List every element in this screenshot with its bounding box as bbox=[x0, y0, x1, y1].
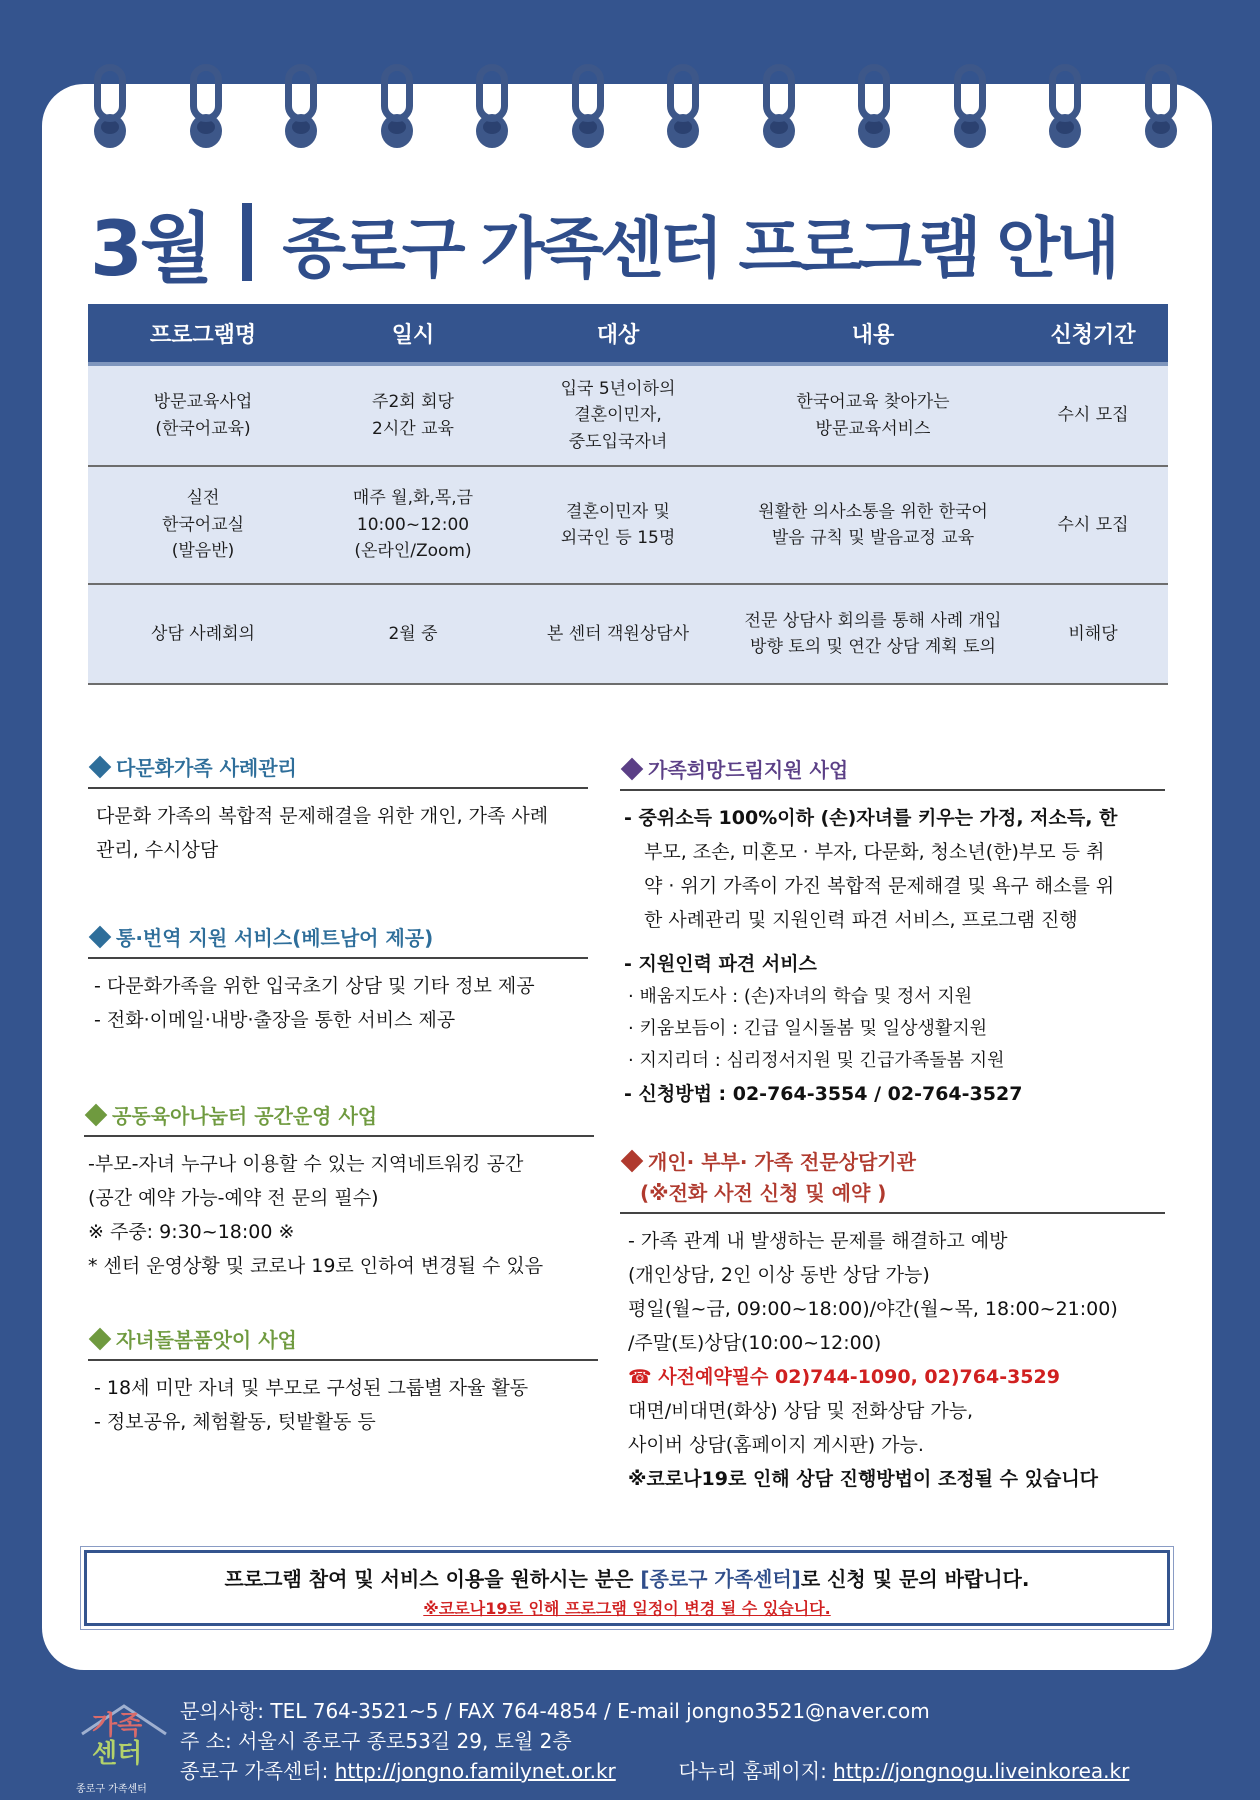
section-body bbox=[620, 1224, 1165, 1496]
body-line: 다문화 가족의 복합적 문제해결을 위한 개인, 가족 사례 bbox=[96, 805, 549, 827]
section-body bbox=[84, 1147, 594, 1283]
table-row bbox=[88, 466, 1168, 584]
diamond-icon bbox=[89, 925, 112, 948]
section-divider bbox=[620, 1212, 1165, 1214]
body-line: - 18세 미만 자녀 및 부모로 구성된 그룹별 자율 활동 bbox=[94, 1377, 529, 1399]
table-cell: 수시 모집 bbox=[1018, 364, 1168, 466]
body-line: 평일(월~금, 09:00~18:00)/야간(월~목, 18:00~21:00) bbox=[628, 1298, 1118, 1320]
section-divider bbox=[88, 1359, 598, 1361]
binder-ring-icon bbox=[186, 64, 226, 150]
col-header-target: 대상 bbox=[508, 304, 728, 364]
body-line: -부모-자녀 누구나 이용할 수 있는 지역네트워킹 공간 bbox=[88, 1153, 524, 1175]
section-counseling bbox=[620, 1146, 1165, 1496]
table-cell: 수시 모집 bbox=[1018, 466, 1168, 584]
site-link[interactable]: http://jongno.familynet.or.kr bbox=[334, 1759, 616, 1783]
table-header-row bbox=[88, 304, 1168, 364]
table-cell: 한국어교육 찾아가는 방문교육서비스 bbox=[728, 364, 1018, 466]
title-divider bbox=[242, 203, 252, 281]
site-label: 종로구 가족센터: bbox=[180, 1759, 329, 1783]
section-title: 자녀돌봄품앗이 사업 bbox=[116, 1328, 297, 1352]
section-heading bbox=[88, 752, 588, 787]
diamond-icon bbox=[85, 1103, 108, 1126]
notice-highlight: [종로구 가족센터] bbox=[640, 1567, 801, 1591]
body-line: · 키움보듬이 : 긴급 일시돌봄 및 일상생활지원 bbox=[628, 1018, 988, 1039]
binder-ring-icon bbox=[1141, 64, 1181, 150]
section-heading bbox=[620, 754, 1165, 789]
table-cell: 실전 한국어교실 (발음반) bbox=[88, 466, 318, 584]
body-line: * 센터 운영상황 및 코로나 19로 인하여 변경될 수 있음 bbox=[88, 1255, 544, 1277]
table-cell: 결혼이민자 및 외국인 등 15명 bbox=[508, 466, 728, 584]
notice-line-1 bbox=[87, 1563, 1167, 1592]
footer-contact: 문의사항: TEL 764-3521~5 / FAX 764-4854 / E-mail jongno3521@naver.com bbox=[180, 1699, 930, 1723]
section-title: 개인· 부부· 가족 전문상담기관 bbox=[648, 1150, 916, 1174]
body-line: · 배움지도사 : (손)자녀의 학습 및 정서 지원 bbox=[628, 986, 973, 1007]
table-cell: 원활한 의사소통을 위한 한국어 발음 규칙 및 발음교정 교육 bbox=[728, 466, 1018, 584]
table-cell: 2월 중 bbox=[318, 584, 508, 684]
section-body bbox=[88, 799, 588, 867]
section-translation bbox=[88, 922, 588, 1037]
binder-ring-icon bbox=[950, 64, 990, 150]
binder-ring-icon bbox=[1045, 64, 1085, 150]
body-line: - 중위소득 100%이하 (손)자녀를 키우는 가정, 저소득, 한 bbox=[624, 807, 1118, 829]
body-line: - 다문화가족을 위한 입국초기 상담 및 기타 정보 제공 bbox=[94, 975, 535, 997]
title-month: 3월 bbox=[90, 203, 211, 293]
program-table bbox=[88, 304, 1168, 685]
notice-box bbox=[84, 1550, 1170, 1626]
footer-address: 주 소: 서울시 종로구 종로53길 29, 토월 2층 bbox=[180, 1729, 572, 1753]
table-cell: 상담 사례회의 bbox=[88, 584, 318, 684]
section-body bbox=[620, 801, 1165, 1111]
col-header-period: 신청기간 bbox=[1018, 304, 1168, 364]
notice-text-a: 프로그램 참여 및 서비스 이용을 원하시는 분은 bbox=[224, 1567, 634, 1591]
table-cell: 주2회 회당 2시간 교육 bbox=[318, 364, 508, 466]
section-heading bbox=[620, 1146, 1165, 1177]
body-line: 사이버 상담(홈페이지 게시판) 가능. bbox=[628, 1434, 924, 1456]
section-divider bbox=[84, 1135, 594, 1137]
logo-caption: 종로구 가족센터 bbox=[76, 1784, 147, 1795]
section-body bbox=[88, 969, 588, 1037]
center-logo bbox=[74, 1698, 174, 1798]
table-cell: 본 센터 객원상담사 bbox=[508, 584, 728, 684]
section-childcare-sharing bbox=[88, 1324, 598, 1439]
section-heading bbox=[88, 1324, 598, 1359]
binder-ring-icon bbox=[568, 64, 608, 150]
sub-title: - 지원인력 파견 서비스 bbox=[624, 953, 817, 975]
body-line: 부모, 조손, 미혼모 · 부자, 다문화, 청소년(한)부모 등 취 bbox=[644, 841, 1105, 863]
binder-ring-icon bbox=[854, 64, 894, 150]
section-childcare-space bbox=[84, 1100, 594, 1283]
body-line: - 가족 관계 내 발생하는 문제를 해결하고 예방 bbox=[628, 1230, 1008, 1252]
section-body bbox=[88, 1371, 598, 1439]
binder-ring-icon bbox=[663, 64, 703, 150]
binder-ring-icon bbox=[90, 64, 130, 150]
section-title: 통·번역 지원 서비스(베트남어 제공) bbox=[116, 926, 434, 950]
section-title: 가족희망드림지원 사업 bbox=[648, 758, 849, 782]
section-heading bbox=[84, 1100, 594, 1135]
section-subheading bbox=[620, 1177, 1165, 1212]
diamond-icon bbox=[89, 755, 112, 778]
binder-ring-icon bbox=[377, 64, 417, 150]
body-line: - 전화·이메일·내방·출장을 통한 서비스 제공 bbox=[94, 1009, 456, 1031]
section-divider bbox=[88, 957, 588, 959]
body-line: 관리, 수시상담 bbox=[96, 839, 219, 861]
corona-note: ※코로나19로 인해 상담 진행방법이 조정될 수 있습니다 bbox=[628, 1468, 1099, 1490]
body-line: 한 사례관리 및 지원인력 파견 서비스, 프로그램 진행 bbox=[644, 909, 1078, 931]
binder-ring-icon bbox=[759, 64, 799, 150]
logo-text bbox=[92, 1712, 142, 1768]
body-line: (개인상담, 2인 이상 동반 상담 가능) bbox=[628, 1264, 930, 1286]
table-row bbox=[88, 584, 1168, 684]
body-line: · 지지리더 : 심리정서지원 및 긴급가족돌봄 지원 bbox=[628, 1050, 1005, 1071]
calendar-rings bbox=[90, 64, 1170, 154]
footer-links bbox=[180, 1756, 1129, 1786]
table-cell: 입국 5년이하의 결혼이민자, 중도입국자녀 bbox=[508, 364, 728, 466]
section-divider bbox=[620, 789, 1165, 791]
danuri-link[interactable]: http://jongnogu.liveinkorea.kr bbox=[833, 1759, 1130, 1783]
footer bbox=[0, 1690, 1260, 1800]
col-header-content: 내용 bbox=[728, 304, 1018, 364]
section-family-hope bbox=[620, 754, 1165, 1111]
section-title: 다문화가족 사례관리 bbox=[116, 756, 297, 780]
body-line: 대면/비대면(화상) 상담 및 전화상담 가능, bbox=[628, 1400, 974, 1422]
footer-info bbox=[180, 1696, 1129, 1786]
table-cell: 비해당 bbox=[1018, 584, 1168, 684]
section-subtitle: (※전화 사전 신청 및 예약 ) bbox=[640, 1181, 887, 1205]
binder-ring-icon bbox=[281, 64, 321, 150]
body-line: (공간 예약 가능-예약 전 문의 필수) bbox=[88, 1187, 379, 1209]
body-line: ※ 주중: 9:30~18:00 ※ bbox=[88, 1221, 295, 1243]
section-multicultural-case bbox=[88, 752, 588, 867]
page-title bbox=[90, 192, 1116, 292]
notice-text-b: 로 신청 및 문의 바랍니다. bbox=[800, 1567, 1030, 1591]
body-line: /주말(토)상담(10:00~12:00) bbox=[628, 1332, 882, 1354]
diamond-icon bbox=[621, 1149, 644, 1172]
body-line: - 정보공유, 체험활동, 텃밭활동 등 bbox=[94, 1411, 376, 1433]
binder-ring-icon bbox=[472, 64, 512, 150]
danuri-label: 다누리 홈페이지: bbox=[678, 1759, 827, 1783]
col-header-program: 프로그램명 bbox=[88, 304, 318, 364]
title-name: 종로구 가족센터 프로그램 안내 bbox=[282, 209, 1117, 287]
table-cell: 방문교육사업 (한국어교육) bbox=[88, 364, 318, 466]
body-line: 약 · 위기 가족이 가진 복합적 문제해결 및 욕구 해소를 위 bbox=[644, 875, 1115, 897]
logo-text-bottom: 센터 bbox=[92, 1739, 143, 1769]
notice-line-2: ※코로나19로 인해 프로그램 일정이 변경 될 수 있습니다. bbox=[423, 1599, 831, 1618]
table-cell: 전문 상담사 회의를 통해 사례 개입 방향 토의 및 연간 상담 계획 토의 bbox=[728, 584, 1018, 684]
table-row bbox=[88, 364, 1168, 466]
section-heading bbox=[88, 922, 588, 957]
diamond-icon bbox=[89, 1327, 112, 1350]
diamond-icon bbox=[621, 757, 644, 780]
apply-line: - 신청방법 : 02-764-3554 / 02-764-3527 bbox=[624, 1083, 1023, 1105]
phone-line: ☎ 사전예약필수 02)744-1090, 02)764-3529 bbox=[628, 1366, 1060, 1388]
section-divider bbox=[88, 787, 588, 789]
logo-text-top: 가족 bbox=[92, 1711, 143, 1741]
section-title: 공동육아나눔터 공간운영 사업 bbox=[112, 1104, 378, 1128]
col-header-datetime: 일시 bbox=[318, 304, 508, 364]
table-cell: 매주 월,화,목,금 10:00~12:00 (온라인/Zoom) bbox=[318, 466, 508, 584]
